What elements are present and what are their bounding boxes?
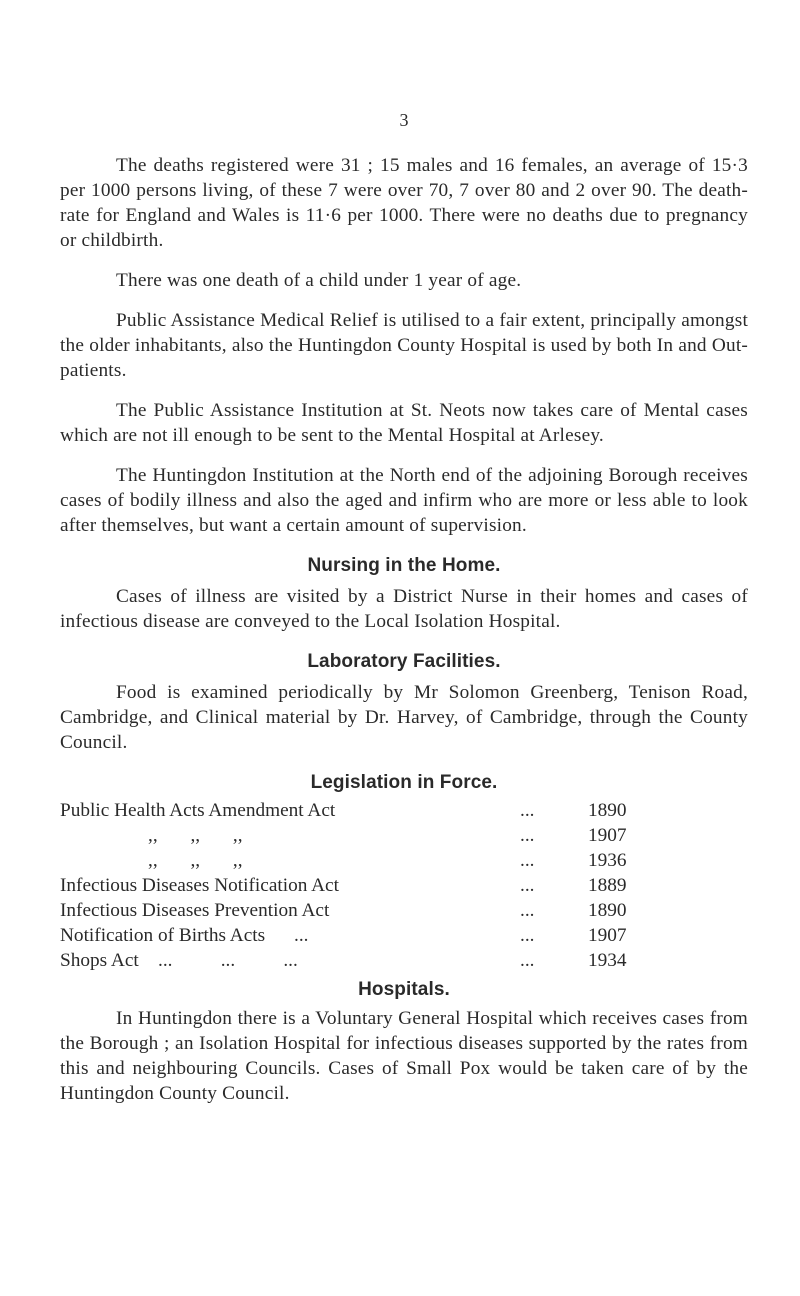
legislation-list xyxy=(60,798,748,973)
huntingdon-institution-paragraph: The Huntingdon Institution at the North end of the adjoining Borough receives cases of bodily illness and also the aged and infirm who are more or less able to look after themselves, but want a certain amount of supervision. xyxy=(60,465,748,536)
act-year: 1907 xyxy=(588,825,627,846)
medical-relief-paragraph: Public Assistance Medical Relief is utilised to a fair extent, principally amongst the older inhabitants, also the Huntingdon County Hospital is used by both In and Out-patients. xyxy=(60,310,748,381)
legislation-row xyxy=(60,923,748,948)
nursing-heading: Nursing in the Home. xyxy=(307,555,501,576)
act-year: 1890 xyxy=(588,900,627,921)
legislation-row xyxy=(60,823,748,848)
page-number: 3 xyxy=(399,110,409,130)
laboratory-paragraph: Food is examined periodically by Mr Solomon Greenberg, Tenison Road, Cambridge, and Clinical material by Dr. Harvey, of Cambridge, through the County Council. xyxy=(60,682,748,753)
act-year: 1934 xyxy=(588,950,627,971)
legislation-heading: Legislation in Force. xyxy=(310,772,498,793)
act-year: 1907 xyxy=(588,925,627,946)
leader-dots: ... xyxy=(520,850,535,871)
leader-dots: ... xyxy=(520,825,535,846)
page-content xyxy=(60,153,748,1121)
act-name: Infectious Diseases Prevention Act xyxy=(60,900,330,921)
laboratory-heading: Laboratory Facilities. xyxy=(307,651,501,672)
deaths-paragraph: The deaths registered were 31 ; 15 males and 16 females, an average of 15·3 per 1000 persons living, of these 7 were over 70, 7 over 80 and 2 over 90. The death-rate for England and Wales is 11·6 per 1000. There were no deaths due to pregnancy or childbirth. xyxy=(60,155,748,251)
legislation-row xyxy=(60,848,748,873)
leader-dots: ... xyxy=(520,875,535,896)
infant-death-paragraph: There was one death of a child under 1 year of age. xyxy=(116,270,522,291)
act-name: Notification of Births Acts ... xyxy=(60,925,309,946)
leader-dots: ... xyxy=(520,925,535,946)
leader-dots: ... xyxy=(520,950,535,971)
act-year: 1936 xyxy=(588,850,627,871)
legislation-row xyxy=(60,948,748,973)
ditto-marks: ,, ,, ,, xyxy=(148,825,243,846)
legislation-row xyxy=(60,898,748,923)
document-page xyxy=(60,0,748,1296)
legislation-row xyxy=(60,873,748,898)
nursing-paragraph: Cases of illness are visited by a District Nurse in their homes and cases of infectious disease are conveyed to the Local Isolation Hospital. xyxy=(60,586,748,632)
act-name: Infectious Diseases Notification Act xyxy=(60,875,339,896)
legislation-row xyxy=(60,798,748,823)
ditto-marks: ,, ,, ,, xyxy=(148,850,243,871)
leader-dots: ... xyxy=(520,900,535,921)
act-year: 1889 xyxy=(588,875,627,896)
hospitals-paragraph: In Huntingdon there is a Voluntary General Hospital which receives cases from the Borough ; an Isolation Hospital for infectious diseases supported by the rates from this and neighbouring Councils. Cases of Small Pox would be taken care of by the Huntingdon County Council. xyxy=(60,1008,748,1104)
public-assistance-paragraph: The Public Assistance Institution at St. Neots now takes care of Mental cases which are not ill enough to be sent to the Mental Hospital at Arlesey. xyxy=(60,400,748,446)
act-year: 1890 xyxy=(588,800,627,821)
act-name: Public Health Acts Amendment Act xyxy=(60,800,336,821)
leader-dots: ... xyxy=(520,800,535,821)
hospitals-heading: Hospitals. xyxy=(358,979,450,1000)
act-name: Shops Act ... ... ... xyxy=(60,950,298,971)
